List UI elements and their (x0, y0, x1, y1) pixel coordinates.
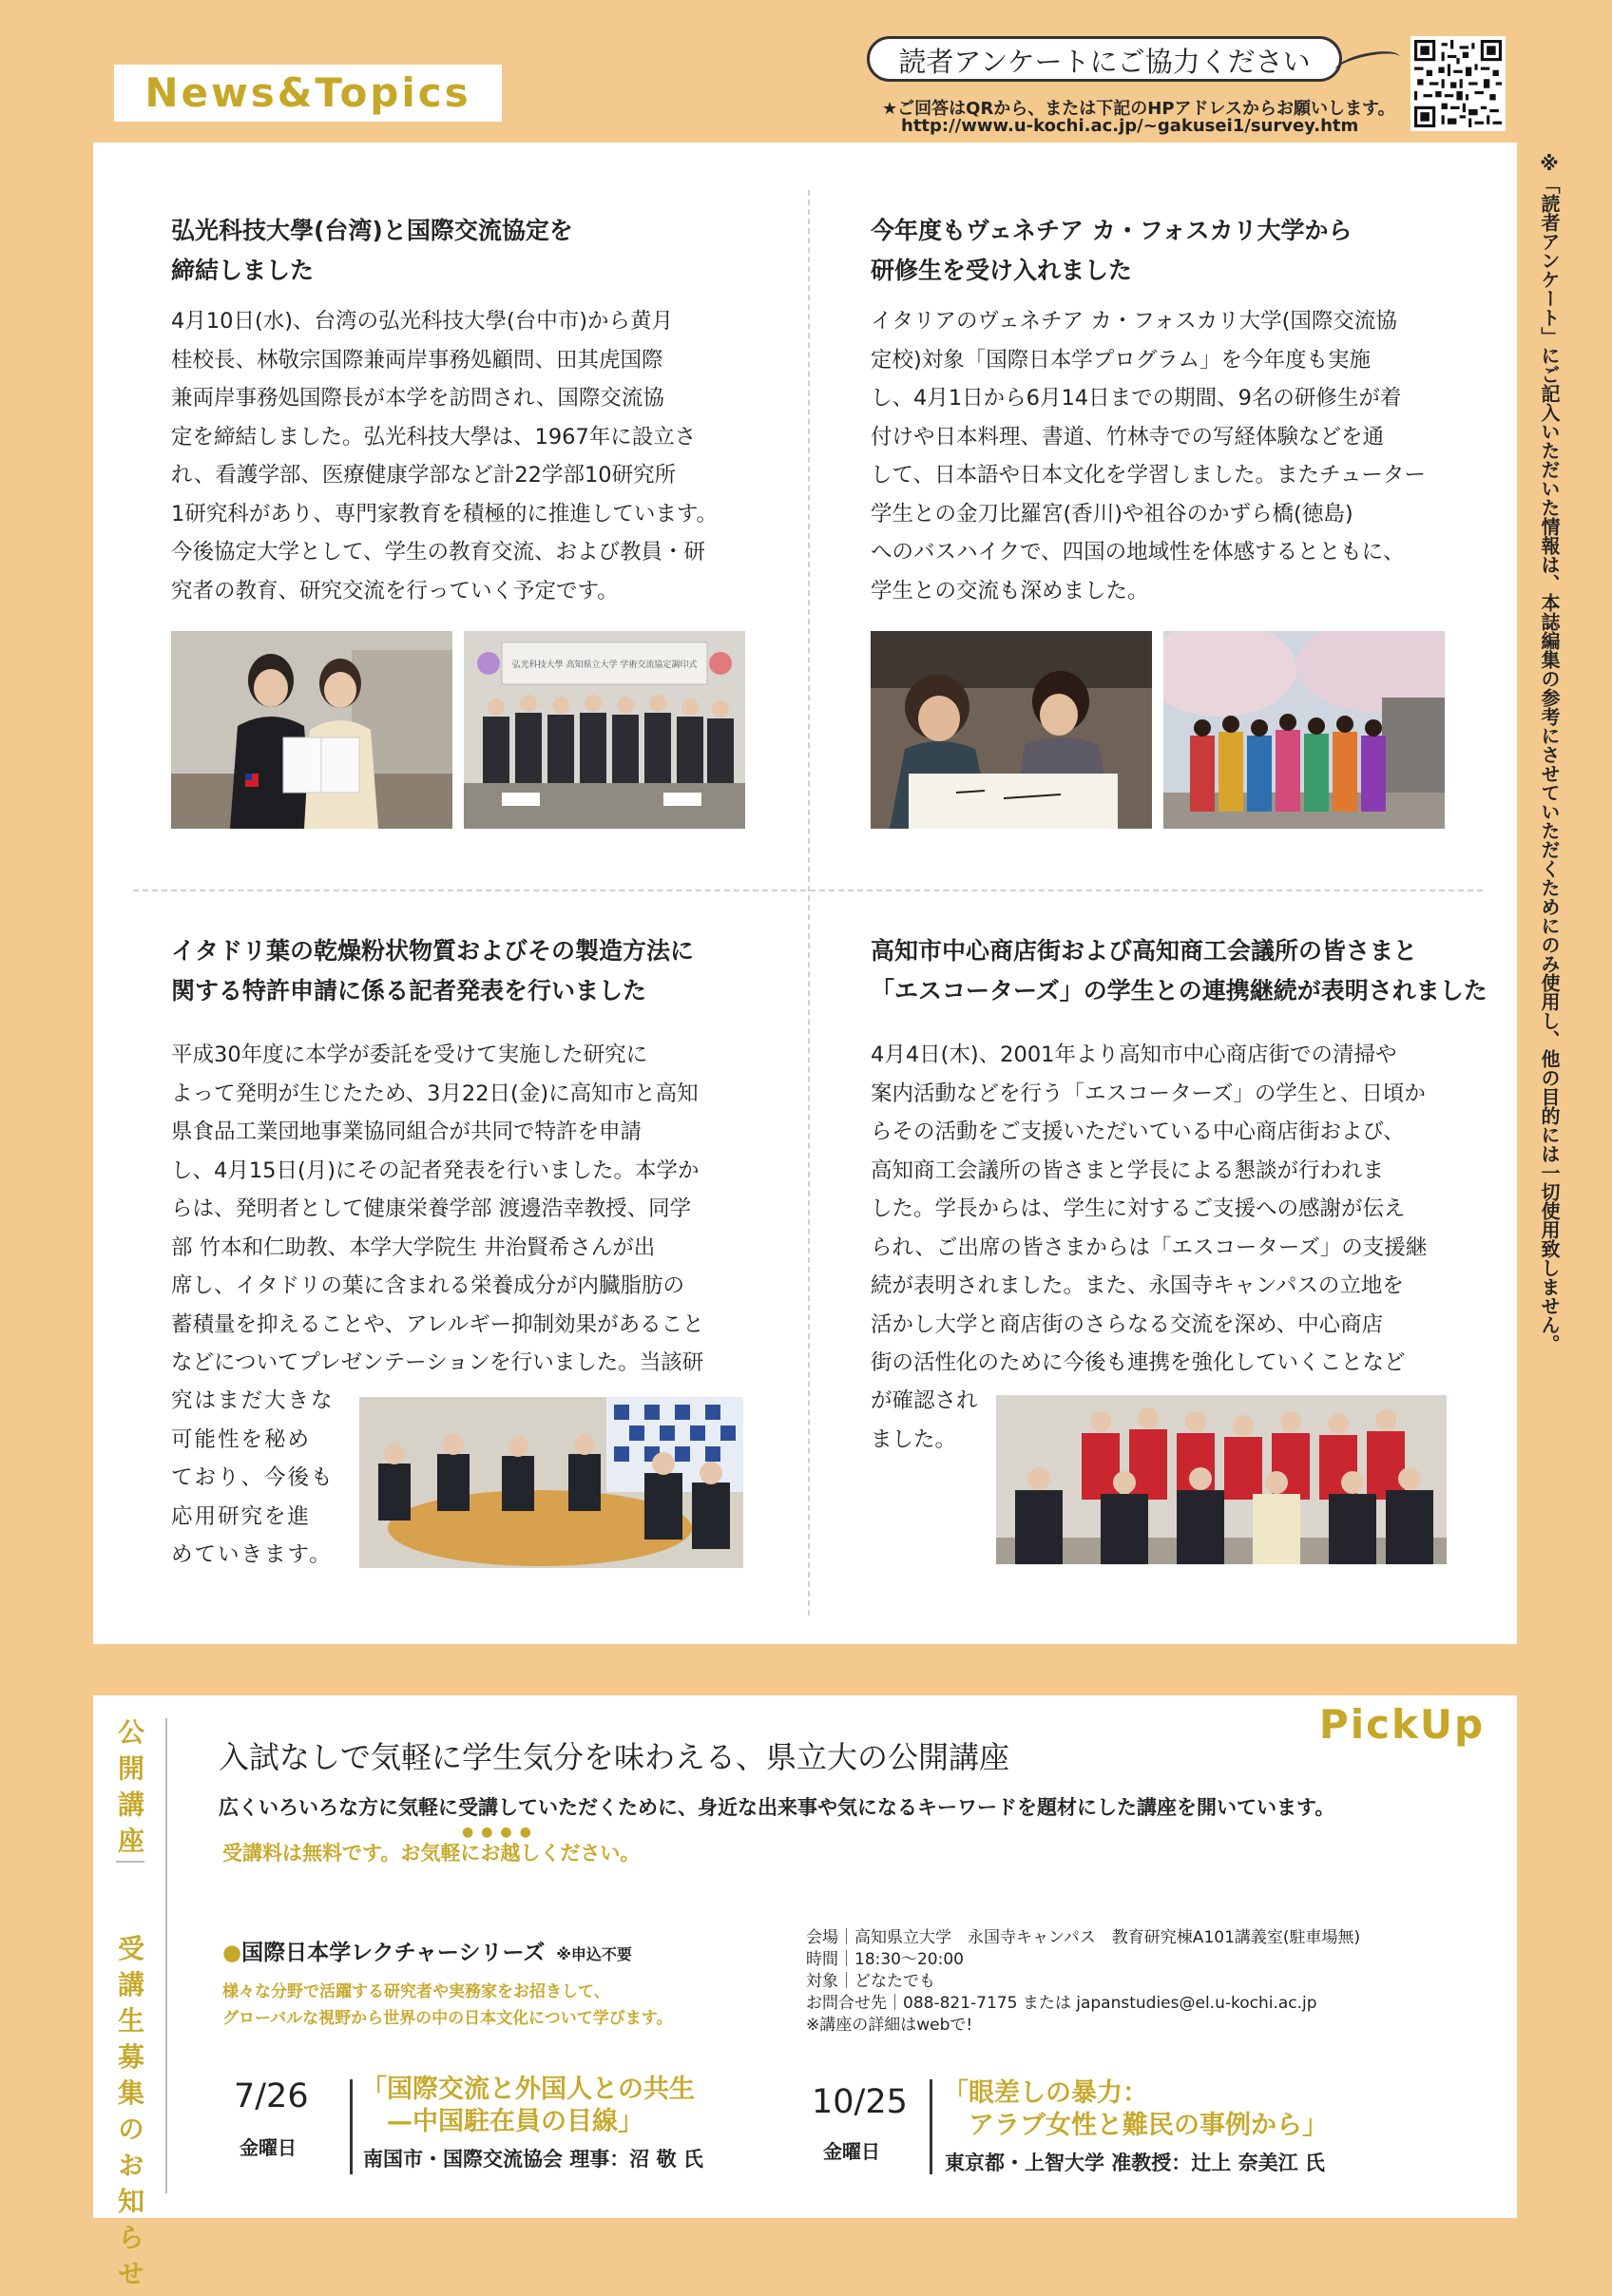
body-line: れ、看護学部、医療健康学部など計22学部10研究所 (171, 463, 677, 488)
body-line: らは、発明者として健康栄養学部 渡邊浩幸教授、同学 (171, 1196, 692, 1221)
article-1-title-line: 締結しました (171, 257, 315, 284)
side-label-bottom: 受講生募集のお知らせ (114, 1934, 145, 2296)
body-line: ました。 (871, 1426, 957, 1452)
body-line: 究はまだ大きな (171, 1388, 335, 1413)
lecture-2-day: 金曜日 (823, 2140, 880, 2163)
body-line: 4月10日(水)、台湾の弘光科技大學(台中市)から黄月 (171, 309, 674, 334)
pickup-title: 入試なしで気軽に学生気分を味わえる、県立大の公開講座 (219, 1739, 1010, 1775)
body-line: 桂校長、林敬宗国際兼両岸事務処顧問、田其虎国際 (171, 347, 663, 373)
body-line: 可能性を秘め (171, 1426, 312, 1452)
side-label-separator (116, 1861, 144, 1863)
body-line: 学生との金刀比羅宮(香川)や祖谷のかずら橋(徳島) (871, 501, 1353, 526)
lecture-info (806, 1927, 1360, 2037)
photo-kimono-group (1163, 631, 1445, 829)
side-rule (165, 1718, 167, 2193)
photo-calligraphy-class (871, 631, 1152, 829)
column-divider (808, 190, 810, 1616)
lecture-series-title (222, 1935, 632, 1966)
info-venue: 会場｜高知県立大学 永国寺キャンパス 教育研究棟A101講義室(駐車場無) (806, 1928, 1361, 1947)
body-line: 定校)対象「国際日本学プログラム」を今年度も実施 (871, 347, 1372, 373)
body-line: し、4月1日から6月14日までの期間、9名の研修生が着 (871, 386, 1402, 411)
article-2-title-line: 今年度もヴェネチア カ・フォスカリ大学から (871, 217, 1353, 244)
body-line: 学生との交流も深めました。 (871, 578, 1149, 603)
body-line: 県食品工業団地事業協同組合が共同で特許を申請 (171, 1119, 643, 1144)
body-line: 蓄積量を抑えることや、アレルギー抑制効果があること (171, 1311, 704, 1337)
side-label-top: 公開講座 (114, 1718, 145, 1863)
article-3-title-line: 関する特許申請に係る記者発表を行いました (171, 977, 647, 1004)
lecture-2-rule (930, 2079, 932, 2174)
body-line: らその活動をご支援いただいている中心商店街および、 (871, 1119, 1405, 1144)
lecture-2-date: 10/25 (812, 2083, 908, 2121)
survey-bubble-tail (1333, 47, 1402, 82)
body-line: し、4月15日(月)にその記者発表を行いました。本学か (171, 1158, 700, 1183)
free-admission-note (222, 1825, 641, 1866)
article-3-body-tail (171, 1382, 335, 1575)
lecture-1-day: 金曜日 (240, 2136, 297, 2159)
body-line: へのバスハイクで、四国の地域性を体感するとともに、 (871, 540, 1405, 564)
body-line: イタリアのヴェネチア カ・フォスカリ大学(国際交流協 (871, 309, 1397, 334)
body-line: られ、ご出席の皆さまからは「エスコーターズ」の支援継 (871, 1234, 1428, 1260)
lecture-title-line: 「眼差しの暴力： (943, 2078, 1148, 2108)
survey-bubble: 読者アンケートにご協力ください (867, 36, 1342, 82)
survey-url-link[interactable]: http://www.u-kochi.ac.jp/~gakusei1/survey.htm (901, 116, 1359, 136)
article-3-title-line: イタドリ葉の乾燥粉状物質およびその製造方法に (171, 937, 695, 965)
body-line: 部 竹本和仁助教、本学大学院生 井治賢希さんが出 (171, 1234, 656, 1260)
body-line: が確認され (871, 1388, 978, 1413)
info-web-note: ※講座の詳細はwebで! (806, 2016, 973, 2035)
pickup-label: PickUp (1296, 1695, 1507, 1754)
body-line: 案内活動などを行う「エスコーターズ」の学生と、日頃か (871, 1081, 1426, 1106)
article-3-body (171, 1036, 704, 1383)
public-lecture-side-label (108, 1718, 150, 2296)
series-desc-line: グローバルな視野から世界の中の日本文化について学びます。 (222, 2009, 673, 2028)
body-line: よって発明が生じたため、3月22日(金)に高知市と高知 (171, 1081, 699, 1106)
news-topics-title: News&Topics (114, 65, 502, 122)
lecture-1-rule (350, 2079, 353, 2174)
body-line: ており、今後も (171, 1465, 335, 1490)
body-line: 兼両岸事務処国際長が本学を訪問され、国際交流協 (171, 386, 664, 411)
series-desc-line: 様々な分野で活躍する研究者や実務家をお招きして、 (222, 1982, 610, 2001)
lecture-2-title (943, 2077, 1328, 2142)
article-3-title (171, 931, 694, 1011)
body-line: などについてプレゼンテーションを行いました。当該研 (171, 1350, 704, 1375)
lecture-2-speaker: 東京都・上智大学 准教授：辻上 奈美江 氏 (945, 2152, 1325, 2174)
body-line: 付けや日本料理、書道、竹林寺での写経体験などを通 (871, 424, 1385, 450)
lecture-series-description (222, 1979, 672, 2032)
body-line: 席し、イタドリの葉に含まれる栄養成分が内臓脂肪の (171, 1273, 685, 1298)
body-line: 街の活性化のために今後も連携を強化していくことなど (871, 1350, 1406, 1375)
article-1-body (171, 302, 718, 610)
body-line: 定を締結しました。弘光科技大學は、1967年に設立さ (171, 424, 697, 450)
body-line: 続が表明されました。また、永国寺キャンパスの立地を (871, 1273, 1404, 1298)
lecture-1-speaker: 南国市・国際交流協会 理事：沼 敬 氏 (363, 2148, 703, 2171)
info-time: 時間｜18:30～20:00 (806, 1950, 964, 1969)
body-line: 平成30年度に本学が委託を受けて実施した研究に (171, 1043, 648, 1067)
body-line: して、日本語や日本文化を学習しました。またチューター (871, 463, 1426, 488)
qr-code-icon[interactable] (1410, 36, 1506, 131)
body-line: 活かし大学と商店街のさらなる交流を深め、中心商店 (871, 1311, 1384, 1337)
qr-code-graphic (1414, 40, 1502, 127)
info-contact[interactable]: お問合せ先｜088-821-7175 または japanstudies@el.u-kochi.ac.jp (806, 1994, 1317, 2013)
article-4-title-line: 「エスコーターズ」の学生との連携継続が表明されました (871, 977, 1487, 1004)
lecture-title-line: 「国際交流と外国人との共生 (361, 2075, 695, 2104)
article-2-body (871, 302, 1426, 610)
article-2-title-line: 研修生を受け入れました (871, 257, 1133, 284)
ceremony-banner-text: 弘光科技大學 高知県立大学 学術交流協定調印式 (511, 660, 698, 670)
info-audience: 対象｜どなたでも (806, 1972, 935, 1991)
article-4-title-line: 高知市中心商店街および高知商工会議所の皆さまと (871, 937, 1418, 965)
lecture-title-line: アラブ女性と難民の事例から」 (943, 2111, 1328, 2140)
lecture-title-line: —中国駐在員の目線」 (361, 2107, 643, 2136)
article-4-title (871, 931, 1487, 1011)
privacy-side-note: ※「読者アンケート」にご記入いただいた情報は、本誌編集の参考にさせていただくためにのみ使用し、他の目的には一切使用致しません。 (1538, 152, 1561, 1353)
series-title-text: 国際日本学レクチャーシリーズ (241, 1941, 546, 1965)
photo-group-ceremony (464, 631, 745, 829)
body-line: 高知商工会議所の皆さまと学長による懇談が行われま (871, 1158, 1385, 1183)
photo-press-conference (359, 1397, 743, 1568)
article-1-title (171, 211, 573, 291)
article-1-title-line: 弘光科技大學(台湾)と国際交流協定を (171, 217, 573, 244)
body-line: 4月4日(木)、2001年より高知市中心商店街での清掃や (871, 1043, 1397, 1067)
lecture-1-title (361, 2074, 695, 2138)
no-registration-note: ※申込不要 (556, 1945, 632, 1963)
emphasis-dots: ●●●● (462, 1825, 539, 1840)
body-line: 応用研究を進 (171, 1503, 312, 1529)
body-line: 1研究科があり、専門家教育を積極的に推進しています。 (171, 501, 719, 526)
pickup-description: 広くいろいろな方に気軽に受講していただくために、身近な出来事や気になるキーワードを題材にした講座を開いています。 (219, 1796, 1335, 1819)
body-line: 究者の教育、研究交流を行っていく予定です。 (171, 578, 619, 603)
bullet-icon: ● (222, 1941, 242, 1965)
photo-escorters-group (996, 1395, 1447, 1564)
article-4-body (871, 1036, 1427, 1383)
article-4-body-tail (871, 1382, 978, 1459)
free-admission-text: 受講料は無料です。お気軽にお越しください。 (222, 1842, 641, 1865)
lecture-1-date: 7/26 (234, 2077, 309, 2115)
photo-agreement-signing (171, 631, 452, 829)
body-line: した。学長からは、学生に対するご支援への感謝が伝え (871, 1196, 1406, 1221)
body-line: めていきます。 (171, 1542, 333, 1567)
row-divider (133, 890, 1483, 891)
body-line: 今後協定大学として、学生の教育交流、および教員・研 (171, 540, 706, 564)
article-2-title (871, 211, 1352, 291)
survey-note: ★ご回答はQRから、または下記のHPアドレスからお願いします。 (882, 99, 1395, 119)
